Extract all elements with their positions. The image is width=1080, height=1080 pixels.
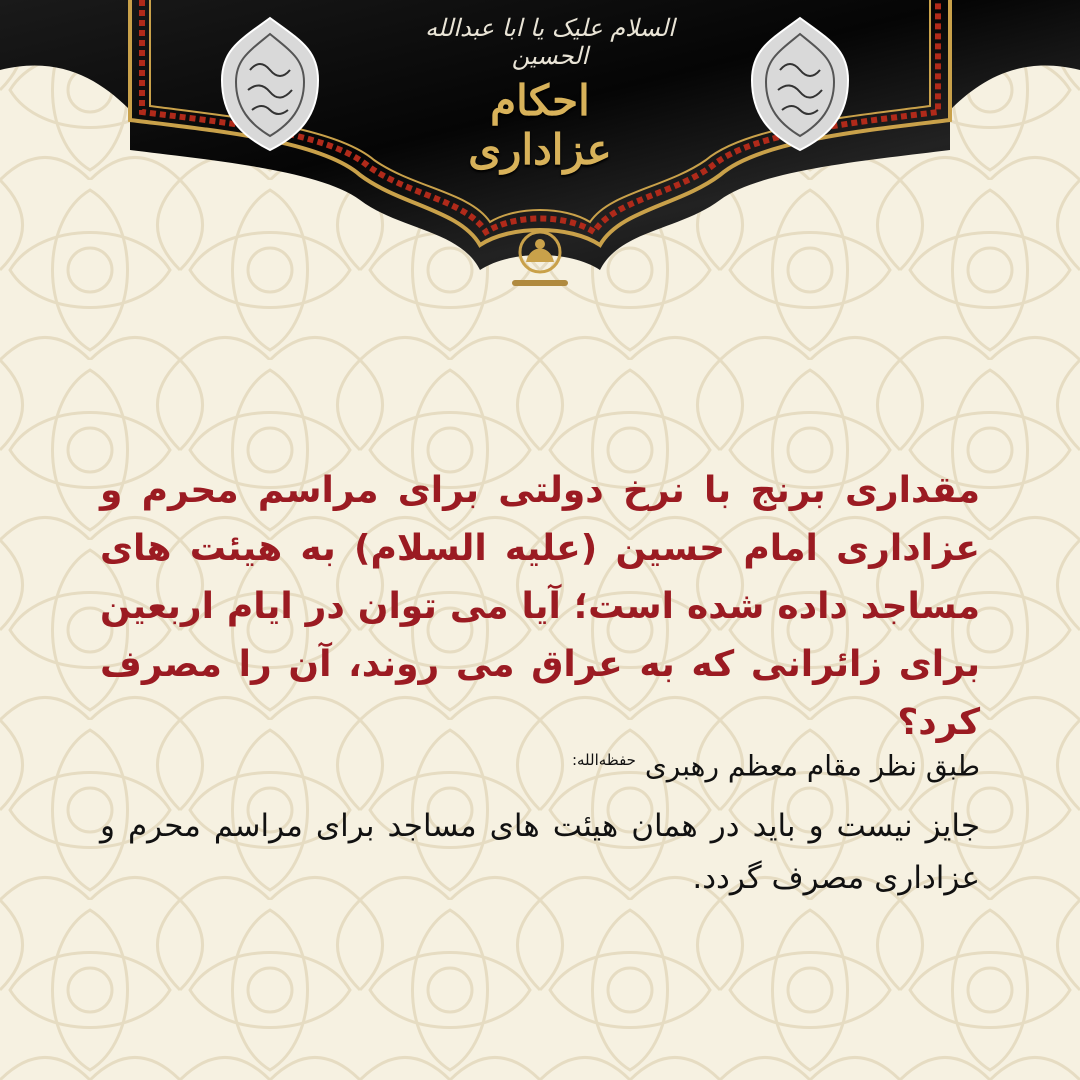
ruling-authority: طبق نظر مقام معظم رهبری xyxy=(644,749,980,783)
ruling-intro xyxy=(100,738,980,788)
salutation-calligraphy: السلام علیک یا ابا عبدالله الحسین xyxy=(425,14,675,70)
honorific-tag: حفظه‌الله: xyxy=(571,751,636,769)
series-title: احکام عزاداری xyxy=(468,76,612,174)
question-text: مقداری برنج با نرخ دولتی برای مراسم محرم و عزاداری امام حسین (علیه السلام) به هیئت های مساجد داده شده است؛ آیا می توان در ایام اربعین برای زائرانی که به عراق می روند، آن را مصرف کرد؟ xyxy=(100,470,980,743)
answer-text: جایز نیست و باید در همان هیئت های مساجد برای مراسم محرم و عزاداری مصرف گردد. xyxy=(100,808,980,896)
banner-text xyxy=(0,0,1080,320)
